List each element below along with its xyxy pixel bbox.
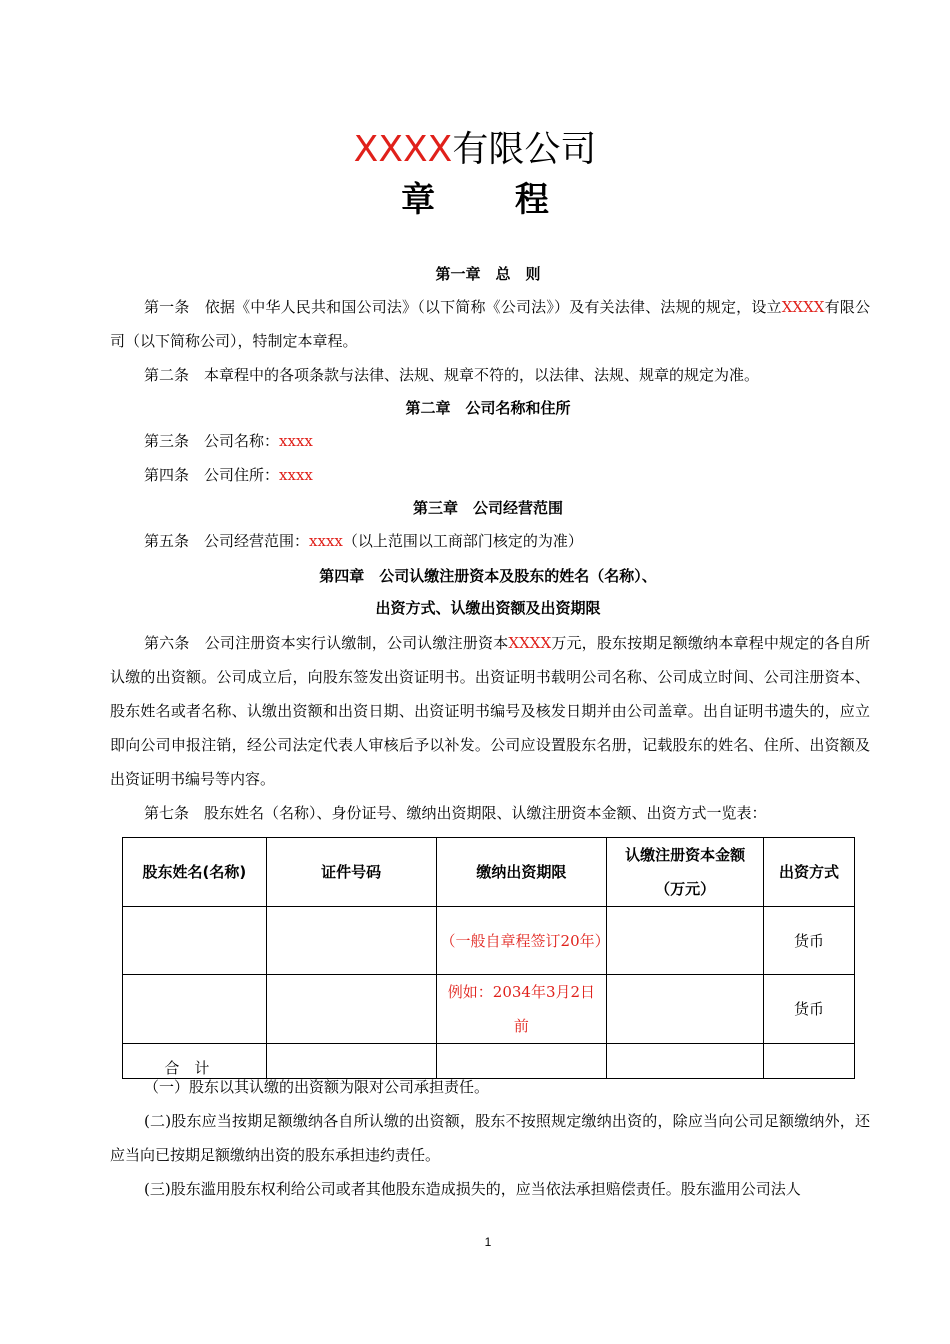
article-6-text-a: 公司注册资本实行认缴制，公司认缴注册资本 [204,634,509,652]
table-cell [266,975,436,1044]
article-2 [110,358,870,392]
page-number: 1 [484,1235,492,1249]
chapter1-heading: 第一章 总 则 [435,265,541,283]
article-7-label: 第七条 [144,804,190,822]
article-2-label: 第二条 [144,366,190,384]
table-cell-deadline: 例如：2034年3月2日前 [436,975,607,1044]
article-4-value: xxxx [279,466,313,484]
chapter4-heading-line1: 第四章 公司认缴注册资本及股东的姓名（名称）、 [319,567,657,585]
article-7-text: 股东姓名（名称）、身份证号、缴纳出资期限、认缴注册资本金额、出资方式一览表： [204,804,767,822]
header-id-number: 证件号码 [266,838,436,907]
table-cell-method: 货币 [764,975,855,1044]
table-cell-method: 货币 [764,907,855,975]
header-subscribed-amount: 认缴注册资本金额（万元） [607,838,764,907]
table-cell-deadline: （一般自章程签订20年） [436,907,607,975]
header-shareholder-name: 股东姓名(名称) [123,838,267,907]
article-3 [110,424,870,458]
company-name-placeholder: XXXX [353,129,453,170]
company-suffix: 有限公司 [452,129,597,170]
article-5-value: xxxx [309,532,343,550]
table-header-row [123,838,855,907]
chapter4-heading-line2: 出资方式、认缴出资额及出资期限 [375,599,601,617]
article-2-text: 本章程中的各项条款与法律、法规、规章不符的，以法律、法规、规章的规定为准。 [204,366,760,384]
article-3-value: xxxx [279,432,313,450]
article-7 [110,796,870,830]
article-1-label: 第一条 [144,298,190,316]
shareholder-table [122,837,855,1079]
article-4-text: 公司住所： [204,466,280,484]
table-cell [266,907,436,975]
article-1-placeholder: XXXX [781,298,825,316]
article-5 [110,524,870,558]
table-cell [123,975,267,1044]
article-1-text-b: 有限公司（以下简称公司），特制定本章程。 [110,298,870,350]
document-title-company [0,128,950,172]
table-cell [607,907,764,975]
article-3-label: 第三条 [144,432,190,450]
article-1 [110,290,870,358]
table-cell [607,975,764,1044]
clause-1: （一）股东以其认缴的出资额为限对公司承担责任。 [144,1078,490,1096]
article-6 [110,626,870,796]
header-payment-deadline: 缴纳出资期限 [436,838,607,907]
article-4 [110,458,870,492]
header-contribution-method: 出资方式 [764,838,855,907]
clause-2: (二)股东应当按期足额缴纳各自所认缴的出资额，股东不按照规定缴纳出资的，除应当向公司足额缴纳外，还应当向已按期足额缴纳出资的股东承担违约责任。 [110,1112,870,1164]
table-row [123,907,855,975]
article-5-note: （以上范围以工商部门核定的为准） [342,532,583,550]
article-4-label: 第四条 [144,466,190,484]
article-3-text: 公司名称： [204,432,280,450]
clause-3: (三)股东滥用股东权利给公司或者其他股东造成损失的，应当依法承担赔偿责任。股东滥用公司法人 [144,1180,801,1198]
article-5-text: 公司经营范围： [204,532,310,550]
article-6-placeholder: XXXX [508,634,552,652]
article-1-text-a: 依据《中华人民共和国公司法》（以下简称《公司法》）及有关法律、法规的规定，设立 [204,298,782,316]
table-cell [123,907,267,975]
chapter3-heading: 第三章 公司经营范围 [412,499,563,517]
article-6-text-b: 万元，股东按期足额缴纳本章程中规定的各自所认缴的出资额。公司成立后，向股东签发出资证明书。出资证明书载明公司名称、公司成立时间、公司注册资本、股东姓名或者名称、认缴出资额和出资日期、出资证明书编号及核发日期并由公司盖章。出自证明书遗失的，应立即向公司申报注销，经公司法定代表人审核后予以补发。公司应设置股东名册，记载股东的姓名、住所、出资额及出资证明书编号等内容。 [110,634,870,788]
total-label: 合计 [123,1044,267,1079]
article-5-label: 第五条 [144,532,190,550]
chapter2-heading: 第二章 公司名称和住所 [405,399,571,417]
table-row [123,975,855,1044]
document-title: 章 程 [401,180,583,220]
article-6-label: 第六条 [144,634,190,652]
